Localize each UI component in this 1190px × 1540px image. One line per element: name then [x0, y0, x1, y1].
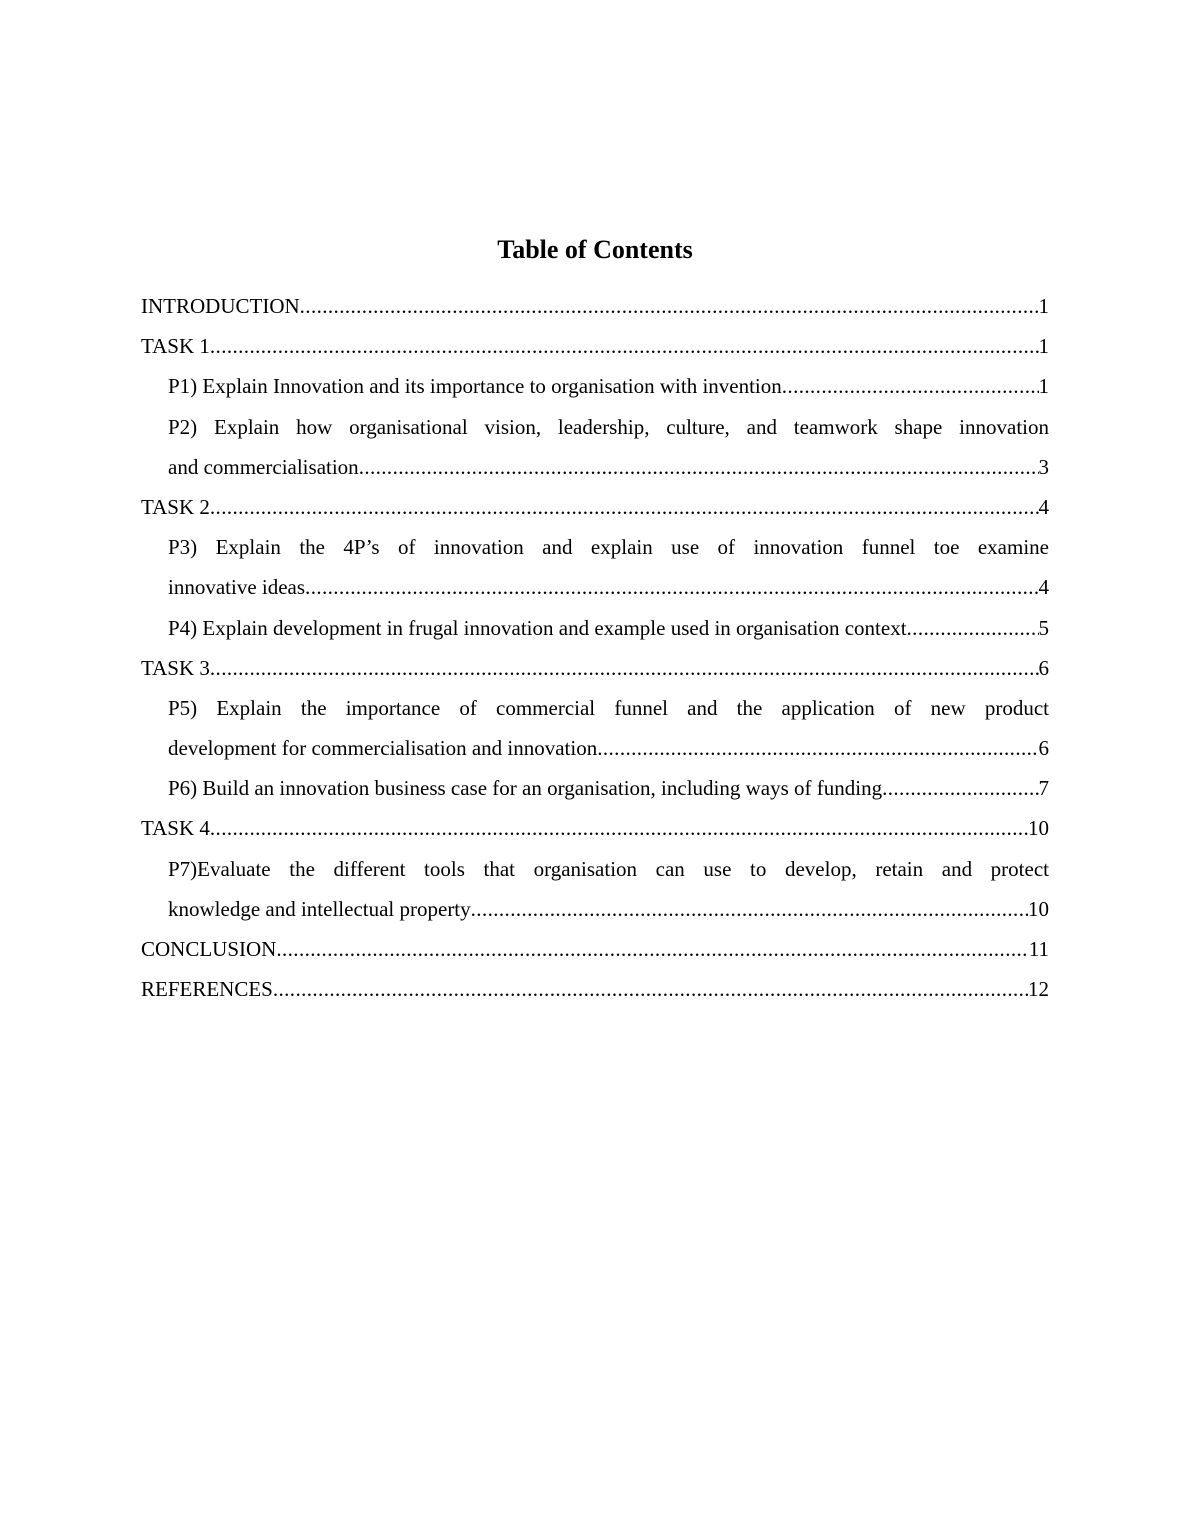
toc-page-number: 5 [1038, 615, 1049, 640]
toc-entry[interactable] [141, 808, 1049, 848]
toc-page-number: 1 [1038, 374, 1049, 399]
toc-entry-label: P1) Explain Innovation and its importance to organisation with invention [168, 374, 782, 399]
toc-entry[interactable] [168, 608, 1049, 648]
dot-leader [210, 487, 1039, 527]
toc-entry-line [141, 929, 1049, 969]
toc-entry-label: TASK 3 [141, 655, 210, 680]
toc-entry-label: REFERENCES [141, 977, 273, 1002]
toc-page-number: 11 [1028, 937, 1049, 961]
toc-entry-line [168, 366, 1049, 406]
dot-leader [210, 648, 1039, 688]
dot-leader [359, 447, 1039, 487]
toc-entry-line [141, 487, 1049, 527]
toc-entry-label: and commercialisation [168, 454, 359, 479]
toc-entry-line [141, 969, 1049, 1009]
toc-entry-text-line: P7)Evaluate the different tools that organisation can use to develop, retain and protect [168, 856, 1049, 881]
toc-entry-line [168, 567, 1049, 607]
toc-entry[interactable] [168, 527, 1049, 607]
toc-entry-label: P6) Build an innovation business case for an organisation, including ways of funding [168, 776, 883, 801]
toc-entry-text-line: P2) Explain how organisational vision, leadership, culture, and teamwork shape innovation [168, 414, 1049, 439]
toc-entry[interactable] [168, 688, 1049, 768]
toc-entry-label: TASK 4 [141, 816, 210, 841]
toc-entry-label: innovative ideas [168, 575, 306, 600]
toc-page-number: 12 [1028, 977, 1049, 1002]
toc-page-number: 4 [1038, 494, 1049, 519]
toc-entry-line [141, 808, 1049, 848]
toc-entry[interactable] [141, 487, 1049, 527]
toc-entry-label: CONCLUSION [141, 937, 277, 961]
toc-entry[interactable] [141, 929, 1049, 969]
page-title: Table of Contents [497, 235, 693, 264]
toc-entry-line [168, 447, 1049, 487]
toc-entry[interactable] [168, 768, 1049, 808]
toc-page-number: 6 [1038, 655, 1049, 680]
dot-leader [782, 366, 1039, 406]
dot-leader [276, 929, 1028, 969]
toc-entry-text-line: P3) Explain the 4P’s of innovation and explain use of innovation funnel toe examine [168, 535, 1049, 560]
toc-entry[interactable] [141, 648, 1049, 688]
dot-leader [597, 728, 1038, 768]
toc-entry-line [168, 608, 1049, 648]
toc-entry-line [168, 728, 1049, 768]
dot-leader [305, 567, 1038, 607]
toc-entry[interactable] [168, 849, 1049, 929]
toc-entry[interactable] [141, 969, 1049, 1009]
toc-entry-text-line: P5) Explain the importance of commercial funnel and the application of new product [168, 695, 1049, 720]
dot-leader [300, 286, 1039, 326]
toc-entry[interactable] [168, 407, 1049, 487]
toc-page-number: 7 [1038, 776, 1049, 801]
toc-page-number: 1 [1038, 294, 1049, 318]
dot-leader [907, 608, 1039, 648]
toc-page-number: 10 [1028, 816, 1049, 841]
dot-leader [471, 889, 1028, 929]
toc-entry-label: development for commercialisation and innovation [168, 736, 598, 761]
toc-entry-line [141, 326, 1049, 366]
toc-page-number: 1 [1038, 334, 1049, 359]
toc-entry[interactable] [141, 326, 1049, 366]
table-of-contents [141, 286, 1049, 1009]
toc-entry[interactable] [141, 286, 1049, 326]
toc-page-number: 3 [1038, 454, 1049, 479]
toc-page-number: 6 [1038, 736, 1049, 761]
dot-leader [210, 808, 1028, 848]
toc-entry-label: P4) Explain development in frugal innovation and example used in organisation context [168, 615, 907, 640]
toc-entry-line [168, 768, 1049, 808]
toc-entry[interactable] [168, 366, 1049, 406]
toc-entry-label: TASK 1 [141, 334, 210, 359]
dot-leader [882, 768, 1038, 808]
toc-entry-label: knowledge and intellectual property [168, 896, 471, 921]
toc-entry-line [141, 286, 1049, 326]
dot-leader [273, 969, 1028, 1009]
toc-entry-line [168, 889, 1049, 929]
dot-leader [210, 326, 1039, 366]
toc-entry-label: INTRODUCTION [141, 294, 300, 318]
toc-page-number: 4 [1038, 575, 1049, 600]
toc-entry-line [141, 648, 1049, 688]
toc-page-number: 10 [1028, 896, 1049, 921]
toc-entry-label: TASK 2 [141, 494, 210, 519]
